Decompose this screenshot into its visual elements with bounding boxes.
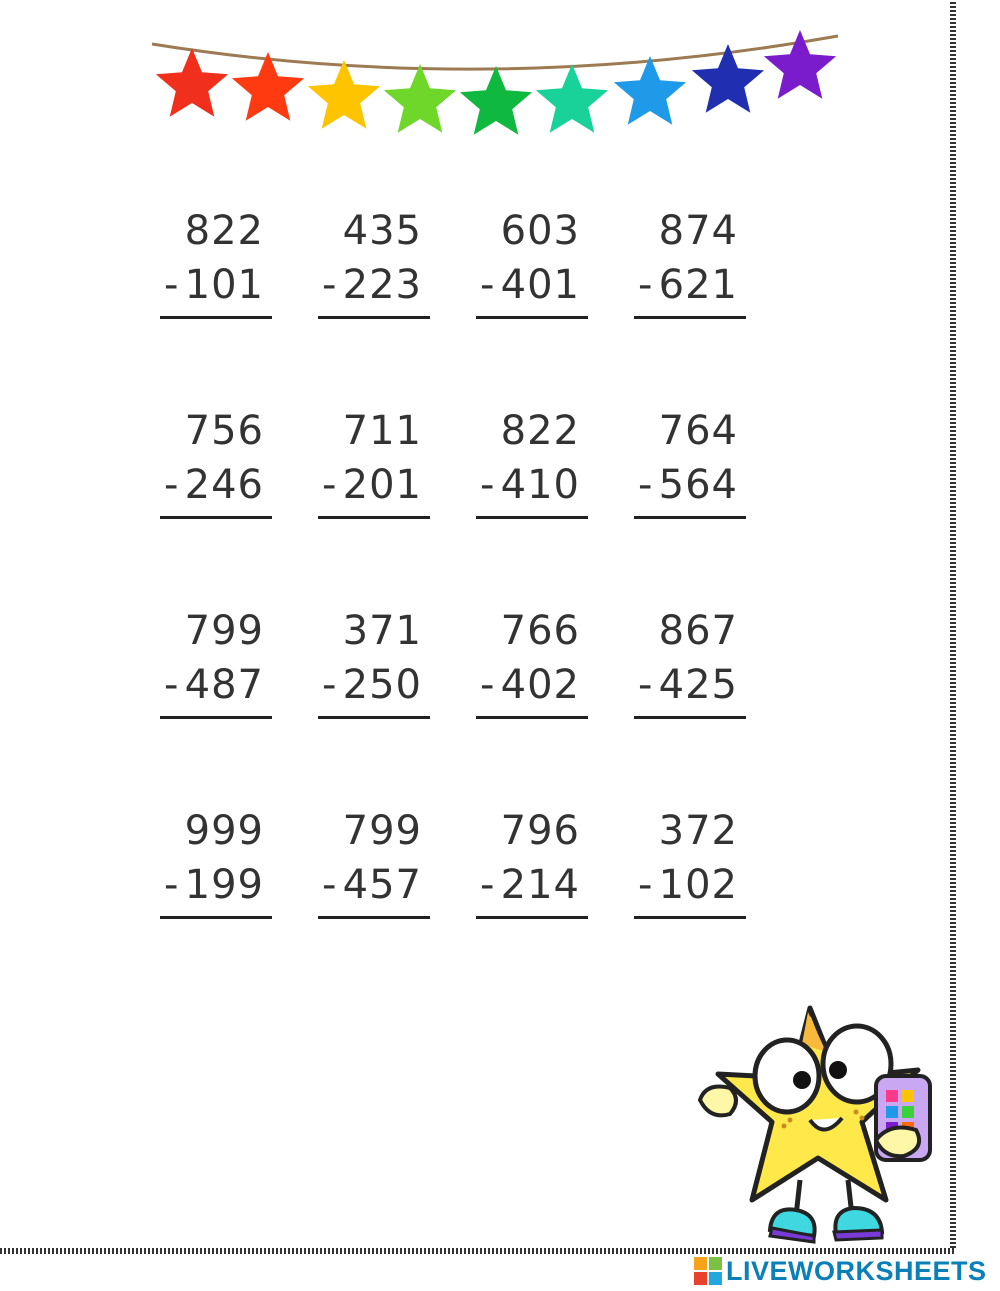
answer-line[interactable]	[634, 916, 746, 919]
subtrahend: 401	[500, 262, 580, 308]
subtrahend: 102	[658, 862, 738, 908]
subtraction-problem	[634, 204, 746, 312]
subtrahend-line	[476, 258, 588, 312]
subtrahend-line	[160, 458, 272, 512]
garland-star-icon	[308, 60, 380, 129]
minus-sign: -	[322, 462, 338, 508]
star-garland-icon	[150, 28, 850, 148]
subtrahend: 201	[342, 462, 422, 508]
minuend: 867	[658, 608, 738, 654]
minuend: 435	[342, 208, 422, 254]
minuend: 764	[658, 408, 738, 454]
minuend: 999	[184, 808, 264, 854]
subtrahend: 250	[342, 662, 422, 708]
garland-star-icon	[156, 48, 228, 117]
subtrahend-line	[318, 858, 430, 912]
minuend: 372	[658, 808, 738, 854]
liveworksheets-logo-icon	[694, 1257, 722, 1285]
garland-star-icon	[460, 66, 532, 135]
subtrahend-line	[160, 258, 272, 312]
minus-sign: -	[164, 862, 180, 908]
minuend: 603	[500, 208, 580, 254]
garland-star-icon	[384, 64, 456, 133]
answer-line[interactable]	[318, 516, 430, 519]
subtrahend: 214	[500, 862, 580, 908]
subtrahend-line	[318, 658, 430, 712]
subtrahend: 246	[184, 462, 264, 508]
answer-line[interactable]	[160, 516, 272, 519]
subtrahend-line	[318, 458, 430, 512]
subtrahend-line	[318, 258, 430, 312]
minus-sign: -	[164, 462, 180, 508]
subtraction-problem	[476, 204, 588, 312]
minus-sign: -	[164, 662, 180, 708]
answer-line[interactable]	[634, 316, 746, 319]
subtrahend: 101	[184, 262, 264, 308]
subtraction-problem	[476, 804, 588, 912]
subtrahend: 199	[184, 862, 264, 908]
answer-line[interactable]	[476, 316, 588, 319]
subtrahend: 621	[658, 262, 738, 308]
answer-line[interactable]	[160, 316, 272, 319]
minuend: 766	[500, 608, 580, 654]
subtrahend-line	[476, 658, 588, 712]
subtrahend: 487	[184, 662, 264, 708]
subtrahend: 223	[342, 262, 422, 308]
subtrahend-line	[476, 858, 588, 912]
minuend: 874	[658, 208, 738, 254]
subtraction-problem	[476, 404, 588, 512]
answer-line[interactable]	[634, 716, 746, 719]
subtrahend-line	[476, 458, 588, 512]
answer-line[interactable]	[476, 916, 588, 919]
answer-line[interactable]	[160, 716, 272, 719]
minus-sign: -	[638, 662, 654, 708]
subtrahend: 402	[500, 662, 580, 708]
subtrahend-line	[160, 858, 272, 912]
subtrahend: 410	[500, 462, 580, 508]
subtraction-problem	[160, 604, 272, 712]
minus-sign: -	[480, 262, 496, 308]
subtraction-problem	[634, 804, 746, 912]
answer-line[interactable]	[318, 316, 430, 319]
subtraction-problem	[634, 604, 746, 712]
minus-sign: -	[638, 462, 654, 508]
answer-line[interactable]	[160, 916, 272, 919]
garland-star-icon	[764, 30, 836, 99]
minus-sign: -	[480, 862, 496, 908]
answer-line[interactable]	[476, 516, 588, 519]
minuend: 822	[500, 408, 580, 454]
minuend: 796	[500, 808, 580, 854]
brand-watermark	[694, 1254, 994, 1288]
subtrahend-line	[634, 258, 746, 312]
minuend: 822	[184, 208, 264, 254]
answer-line[interactable]	[634, 516, 746, 519]
subtraction-problem	[318, 404, 430, 512]
subtrahend: 564	[658, 462, 738, 508]
subtraction-problem	[160, 404, 272, 512]
minuend: 756	[184, 408, 264, 454]
subtraction-problem	[318, 204, 430, 312]
minus-sign: -	[480, 462, 496, 508]
subtraction-problem	[318, 604, 430, 712]
brand-name: LIVEWORKSHEETS	[726, 1255, 987, 1286]
subtrahend-line	[634, 658, 746, 712]
minus-sign: -	[322, 262, 338, 308]
minus-sign: -	[480, 662, 496, 708]
minuend: 799	[184, 608, 264, 654]
star-mascot-icon	[690, 990, 950, 1250]
minuend: 799	[342, 808, 422, 854]
subtraction-problem	[476, 604, 588, 712]
garland-star-icon	[536, 64, 608, 133]
minus-sign: -	[322, 662, 338, 708]
minus-sign: -	[164, 262, 180, 308]
minus-sign: -	[322, 862, 338, 908]
subtrahend: 457	[342, 862, 422, 908]
subtrahend-line	[634, 858, 746, 912]
minus-sign: -	[638, 862, 654, 908]
minuend: 711	[342, 408, 422, 454]
subtraction-problem	[318, 804, 430, 912]
subtrahend-line	[160, 658, 272, 712]
answer-line[interactable]	[476, 716, 588, 719]
minus-sign: -	[638, 262, 654, 308]
subtrahend-line	[634, 458, 746, 512]
subtraction-problem	[160, 804, 272, 912]
minuend: 371	[342, 608, 422, 654]
subtraction-problem	[160, 204, 272, 312]
answer-line[interactable]	[318, 916, 430, 919]
dashed-border-right	[950, 0, 956, 1252]
answer-line[interactable]	[318, 716, 430, 719]
garland-star-icon	[614, 56, 686, 125]
subtrahend: 425	[658, 662, 738, 708]
subtraction-problem	[634, 404, 746, 512]
